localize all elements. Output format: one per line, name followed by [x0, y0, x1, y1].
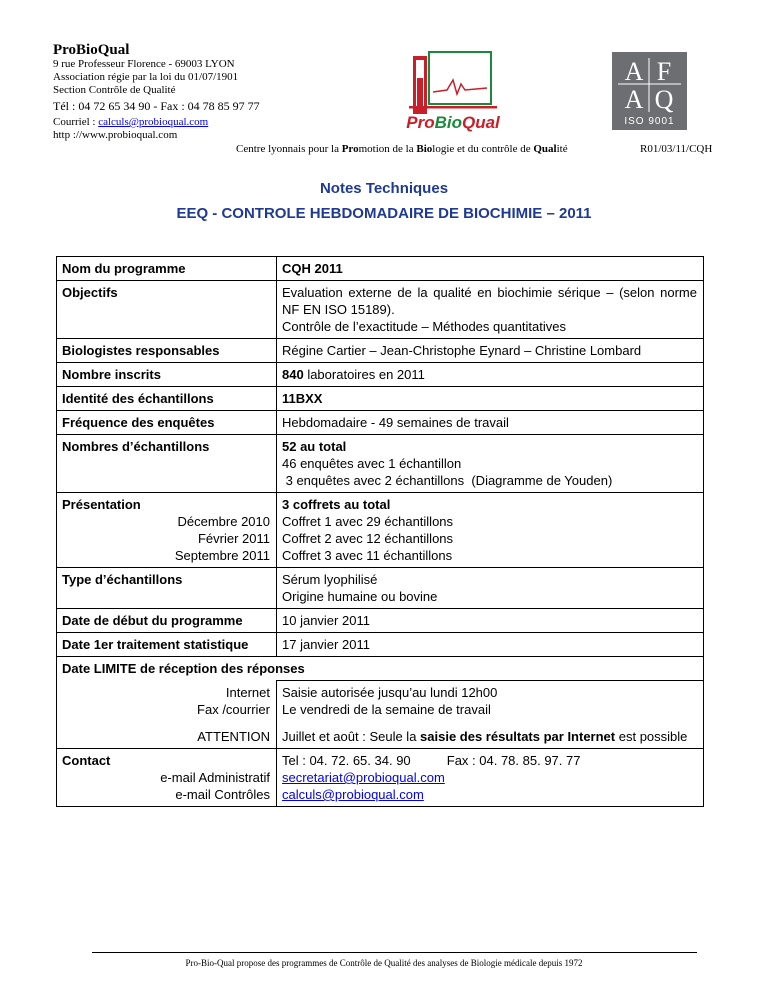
row-value: Régine Cartier – Jean-Christophe Eynard – Christine Lombard: [277, 339, 704, 363]
row-label: Internet Fax /courrier ATTENTION: [57, 681, 277, 749]
row-value: Saisie autorisée jusqu’au lundi 12h00 Le vendredi de la semaine de travail Juillet et août : Seule la saisie des résultats par Internet est possible: [277, 681, 704, 749]
row-label: Type d’échantillons: [57, 568, 277, 609]
row-value: 52 au total 46 enquêtes avec 1 échantillon 3 enquêtes avec 2 échantillons (Diagramme de Youden): [277, 435, 704, 493]
contact-phone: Tel : 04. 72. 65. 34. 90 Fax : 04. 78. 85. 97. 77: [282, 753, 581, 768]
afaq-letter: Q: [654, 85, 674, 114]
row-value: 11BXX: [277, 387, 704, 411]
table-row: [57, 411, 704, 435]
document-reference: R01/03/11/CQH: [640, 143, 713, 155]
table-row: [57, 363, 704, 387]
table-row: [57, 387, 704, 411]
row-label: Date 1er traitement statistique: [57, 633, 277, 657]
row-label: Fréquence des enquêtes: [57, 411, 277, 435]
row-label: Date de début du programme: [57, 609, 277, 633]
row-label: Identité des échantillons: [57, 387, 277, 411]
row-label: Nombre inscrits: [57, 363, 277, 387]
email-controls-link[interactable]: calculs@probioqual.com: [282, 787, 424, 802]
table-row: [57, 568, 704, 609]
row-label: Biologistes responsables: [57, 339, 277, 363]
row-value: 10 janvier 2011: [277, 609, 704, 633]
address-line: Section Contrôle de Qualité: [53, 84, 176, 96]
table-row: [57, 435, 704, 493]
row-value: 840 laboratoires en 2011: [277, 363, 704, 387]
afaq-letter: A: [624, 85, 644, 114]
phone-fax: Tél : 04 72 65 34 90 - Fax : 04 78 85 97 77: [53, 99, 260, 113]
logo-bio: Bio: [434, 113, 462, 132]
probioqual-logo: [403, 50, 501, 134]
doc-subtitle: EEQ - CONTROLE HEBDOMADAIRE DE BIOCHIMIE – 2011: [176, 205, 592, 222]
row-label: Nombres d’échantillons: [57, 435, 277, 493]
table-row: [57, 681, 704, 749]
email-line: [53, 116, 208, 128]
footer-text: Pro-Bio-Qual propose des programmes de Contrôle de Qualité des analyses de Biologie médicale depuis 1972: [185, 958, 583, 968]
table-row: [57, 493, 704, 568]
table-row: [57, 657, 704, 681]
address-line: Association régie par la loi du 01/07/1901: [53, 71, 239, 83]
email-label: Courriel :: [53, 116, 96, 128]
table-row: [57, 749, 704, 807]
row-value: CQH 2011: [277, 257, 704, 281]
row-value: 3 coffrets au total Coffret 1 avec 29 échantillons Coffret 2 avec 12 échantillons Coffret 3 avec 11 échantillons: [277, 493, 704, 568]
email-link[interactable]: calculs@probioqual.com: [98, 116, 209, 128]
logo-pro: Pro: [406, 113, 435, 132]
row-value: [277, 749, 704, 807]
row-label: Objectifs: [57, 281, 277, 339]
row-label: Nom du programme: [57, 257, 277, 281]
email-admin-link[interactable]: secretariat@probioqual.com: [282, 770, 445, 785]
tagline: Centre lyonnais pour la Promotion de la Biologie et du contrôle de Qualité: [236, 143, 568, 155]
org-name: ProBioQual: [53, 42, 130, 58]
table-row: [57, 339, 704, 363]
afaq-iso-logo: [612, 52, 687, 130]
programme-table: [56, 256, 704, 807]
doc-title: Notes Techniques: [319, 180, 449, 197]
table-row: [57, 609, 704, 633]
afaq-iso: ISO 9001: [624, 116, 675, 127]
row-label: Contact e-mail Administratif e-mail Contrôles: [57, 749, 277, 807]
row-value: Evaluation externe de la qualité en biochimie sérique – (selon norme NF EN ISO 15189). Contrôle de l’exactitude – Méthodes quantitatives: [277, 281, 704, 339]
attention-note: Juillet et août : Seule la saisie des résultats par Internet est possible: [282, 729, 688, 744]
logo-qual: Qual: [461, 113, 500, 132]
row-value: Hebdomadaire - 49 semaines de travail: [277, 411, 704, 435]
address-line: 9 rue Professeur Florence - 69003 LYON: [53, 58, 235, 70]
row-label: Présentation Décembre 2010 Février 2011 Septembre 2011: [57, 493, 277, 568]
website[interactable]: http ://www.probioqual.com: [53, 129, 178, 141]
svg-text:ProBioQual: [406, 113, 501, 132]
table-row: [57, 281, 704, 339]
footer-divider: [92, 952, 697, 953]
afaq-letter: F: [656, 57, 672, 86]
afaq-letter: A: [624, 57, 644, 86]
limite-heading: Date LIMITE de réception des réponses: [57, 657, 704, 681]
table-row: [57, 633, 704, 657]
table-row: [57, 257, 704, 281]
row-value: Sérum lyophilisé Origine humaine ou bovine: [277, 568, 704, 609]
row-value: 17 janvier 2011: [277, 633, 704, 657]
